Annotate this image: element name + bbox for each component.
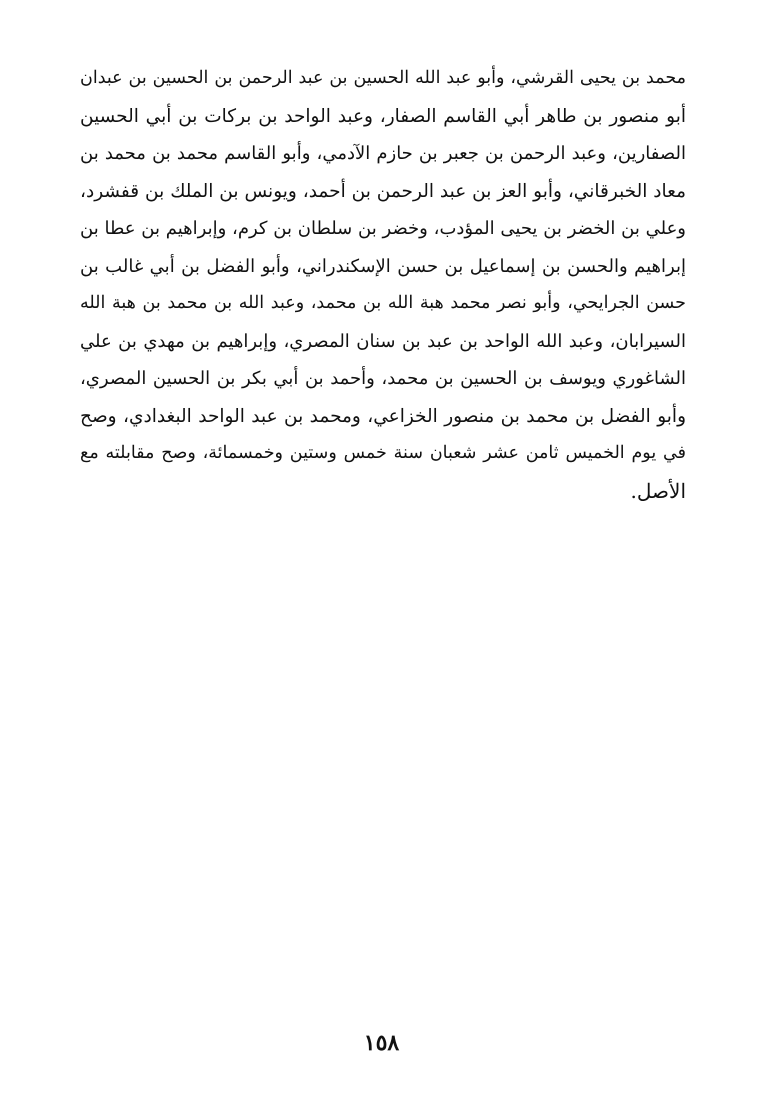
- text-line: معاد الخبرقاني، وأبو العز بن عبد الرحمن بن أحمد، ويونس بن الملك بن قفشرد،: [80, 180, 686, 202]
- text-line: الأصل.: [630, 478, 686, 503]
- text-line: إبراهيم والحسن بن إسماعيل بن حسن الإسكندراني، وأبو الفضل بن أبي غالب بن: [80, 255, 686, 277]
- text-line: وعلي بن الخضر بن يحيى المؤدب، وخضر بن سلطان بن كرم، وإبراهيم بن عطا بن: [80, 218, 686, 239]
- text-line: وأبو الفضل بن محمد بن منصور الخزاعي، ومحمد بن عبد الواحد البغدادي، وصح: [80, 405, 686, 427]
- page-number: ١٥٨: [363, 1030, 400, 1056]
- text-line: في يوم الخميس ثامن عشر شعبان سنة خمس وستين وخمسمائة، وصح مقابلته مع: [80, 443, 686, 463]
- text-line: أبو منصور بن طاهر أبي القاسم الصفار، وعبد الواحد بن بركات بن أبي الحسين: [80, 105, 686, 127]
- text-line: محمد بن يحيى القرشي، وأبو عبد الله الحسين بن عبد الرحمن بن الحسين بن عبدان: [80, 68, 686, 88]
- body-text: [80, 60, 686, 510]
- text-line: الصفارين، وعبد الرحمن بن جعبر بن حازم الآدمي، وأبو القاسم محمد بن محمد بن: [80, 143, 686, 164]
- text-line: حسن الجرايحي، وأبو نصر محمد هبة الله بن محمد، وعبد الله بن محمد بن هبة الله: [80, 293, 686, 313]
- text-line: الشاغوري ويوسف بن الحسين بن محمد، وأحمد بن أبي بكر بن الحسين المصري،: [80, 368, 686, 389]
- text-line: السيرابان، وعبد الله الواحد بن عبد بن سنان المصري، وإبراهيم بن مهدي بن علي: [80, 330, 686, 352]
